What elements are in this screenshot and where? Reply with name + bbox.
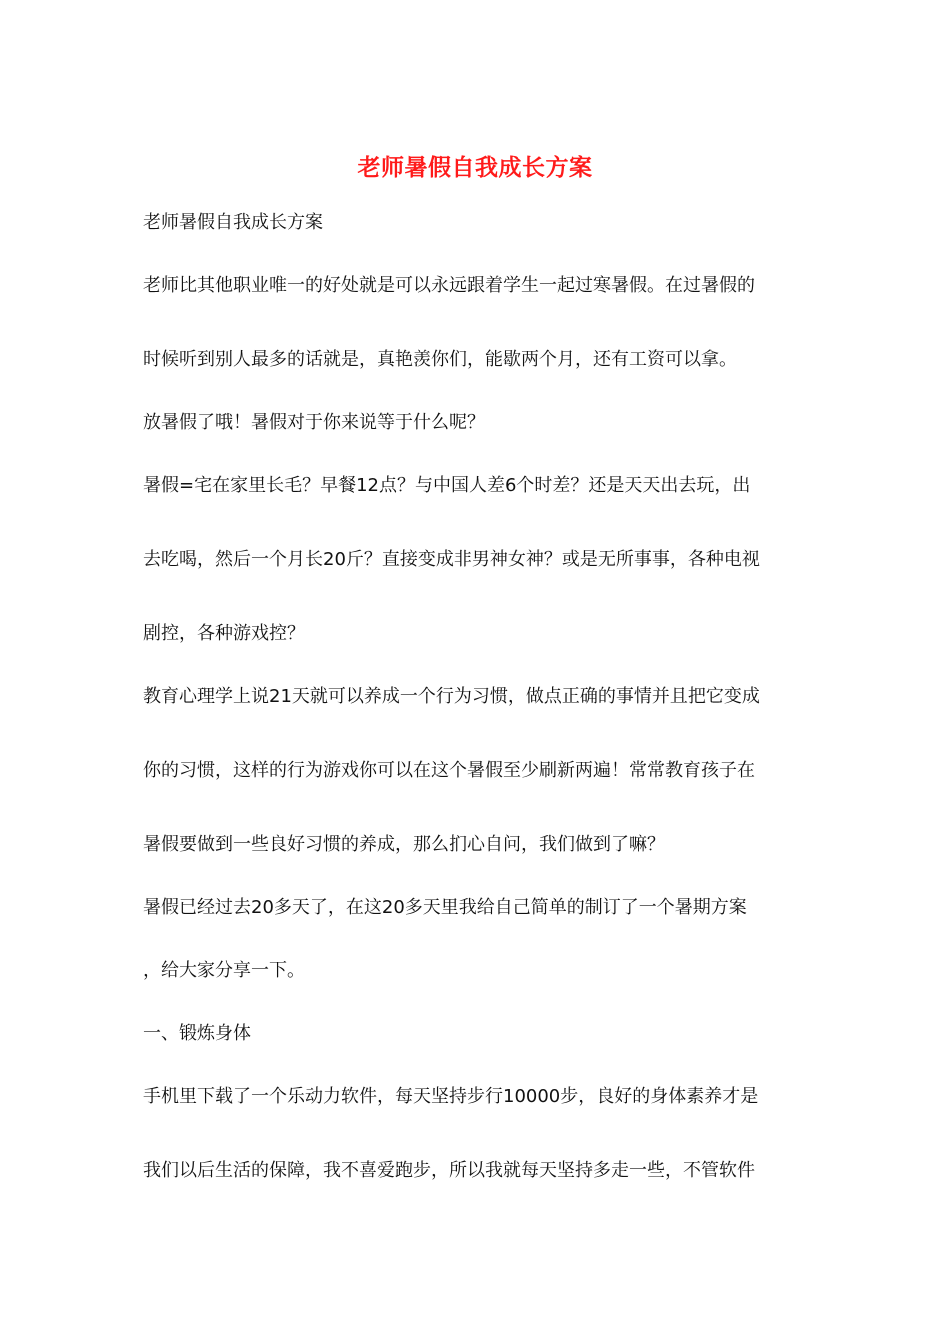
paragraph-line: 暑假=宅在家里长毛？早餐12点？与中国人差6个时差？还是天天出去玩，出 [143,475,751,496]
paragraph-line: 你的习惯，这样的行为游戏你可以在这个暑假至少刷新两遍！常常教育孩子在 [143,760,755,781]
paragraph-line: 手机里下载了一个乐动力软件，每天坚持步行10000步，良好的身体素养才是 [143,1086,759,1107]
paragraph-line: 放暑假了哦！暑假对于你来说等于什么呢？ [143,412,485,433]
paragraph-line: 剧控，各种游戏控？ [143,623,305,644]
document-title: 老师暑假自我成长方案 [357,154,593,181]
paragraph-line: 去吃喝，然后一个月长20斤？直接变成非男神女神？或是无所事事，各种电视 [143,549,760,570]
section-heading: 一、锻炼身体 [143,1023,251,1044]
paragraph-line: 暑假已经过去20多天了，在这20多天里我给自己简单的制订了一个暑期方案 [143,897,747,918]
paragraph-line: 时候听到别人最多的话就是，真艳羡你们，能歇两个月，还有工资可以拿。 [143,349,737,370]
paragraph-line: 老师比其他职业唯一的好处就是可以永远跟着学生一起过寒暑假。在过暑假的 [143,275,755,296]
paragraph-line: 我们以后生活的保障，我不喜爱跑步，所以我就每天坚持多走一些，不管软件 [143,1160,755,1181]
paragraph-line: 老师暑假自我成长方案 [143,212,323,233]
paragraph-line: ，给大家分享一下。 [143,960,305,981]
paragraph-line: 教育心理学上说21天就可以养成一个行为习惯，做点正确的事情并且把它变成 [143,686,760,707]
paragraph-line: 暑假要做到一些良好习惯的养成，那么扪心自问，我们做到了嘛？ [143,834,665,855]
